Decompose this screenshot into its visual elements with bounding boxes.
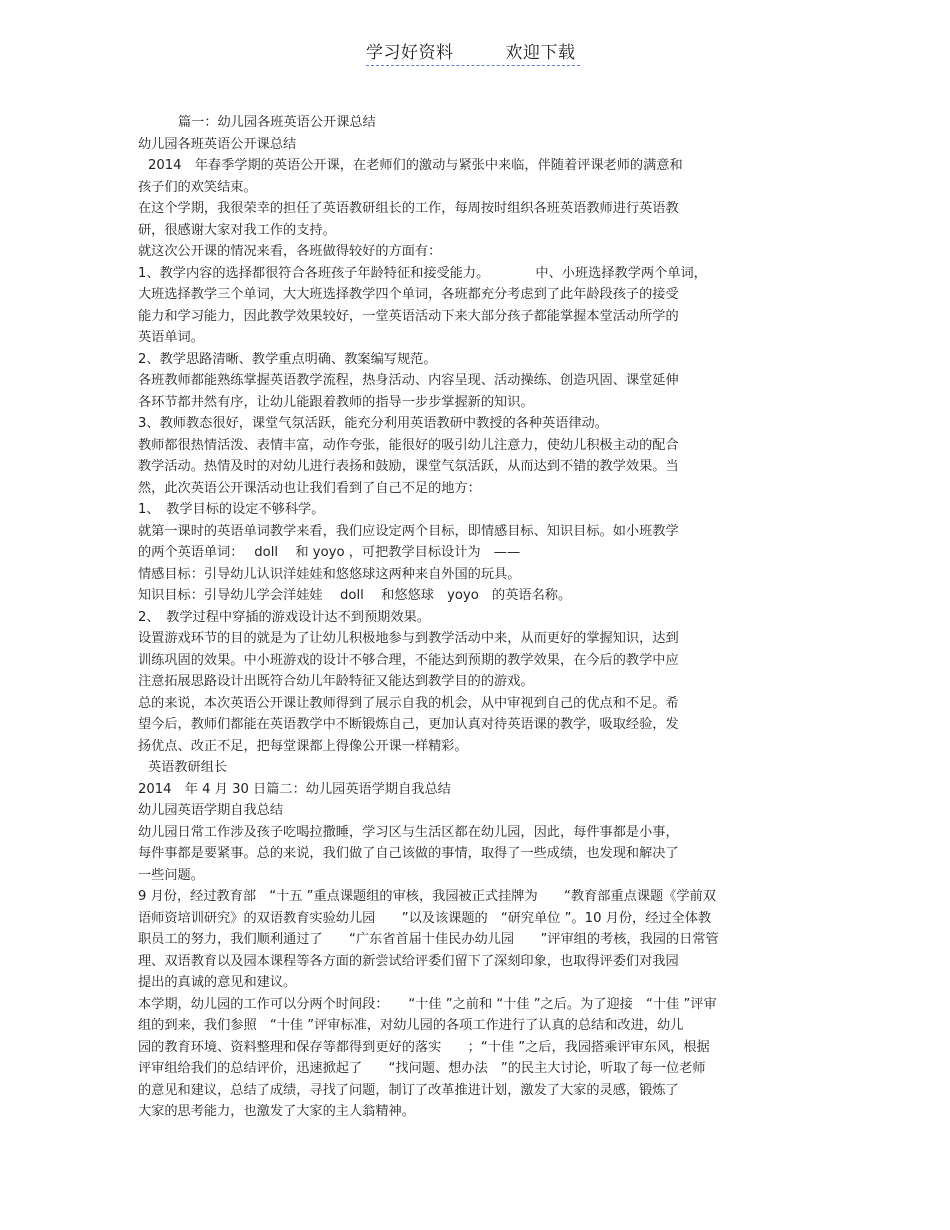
header-right: 欢迎下载: [505, 43, 576, 63]
text-line: 评审组给我们的总结评价，迅速掀起了 “找问题、想办法 ”的民主大讨论，听取了每一位老师: [138, 1061, 706, 1076]
text-line: 本学期，幼儿园的工作可以分两个时间段： “十佳 ”之前和 “十佳 ”之后。为了迎接 “十佳 ”评审: [138, 996, 717, 1012]
text-line: 大家的思考能力，也激发了大家的主人翁精神。: [138, 1104, 415, 1119]
text-line: 提出的真诚的意见和建议。: [138, 975, 297, 990]
text-line: 1、教学内容的选择都很符合各班孩子年龄特征和接受能力。 中、小班选择教学两个单词，: [138, 265, 707, 281]
signature-line: 英语教研组长: [148, 760, 228, 775]
text-line: 9 月份，经过教育部 “十五 ”重点课题组的审核，我园被正式挂牌为 “教育部重点课题《学前双: [138, 889, 716, 904]
text-line: 理、双语教育以及园本课程等各方面的新尝试给评委们留下了深刻印象，也取得评委们对我园: [138, 953, 679, 969]
text-line: 注意拓展思路设计出既符合幼儿年龄特征又能达到教学目的的游戏。: [138, 674, 534, 689]
text-line: 各班教师都能熟练掌握英语教学流程，热身活动、内容呈现、活动操练、创造巩固、课堂延伸: [138, 373, 679, 388]
text-line: 组的到来，我们参照 “十佳 ”评审标准，对幼儿园的各项工作进行了认真的总结和改进，幼儿: [138, 1018, 684, 1033]
header-dashed-rule: [366, 65, 580, 66]
article-title: 幼儿园各班英语公开课总结: [138, 136, 297, 152]
text-line: 就第一课时的英语单词教学来看，我们应设定两个目标，即情感目标、知识目标。如小班教学: [138, 523, 679, 539]
text-line: 总的来说，本次英语公开课让教师得到了展示自我的机会，从中审视到自己的优点和不足。希: [138, 695, 679, 711]
page-header: [0, 38, 950, 68]
article-heading: 篇一：幼儿园各班英语公开课总结: [178, 115, 376, 130]
text-line: 望今后，教师们都能在英语教学中不断锻炼自己，更加认真对待英语课的教学，吸取经验，发: [138, 717, 679, 732]
text-line: 设置游戏环节的目的就是为了让幼儿积极地参与到教学活动中来，从而更好的掌握知识，达到: [138, 631, 679, 646]
text-line: 教学活动。热情及时的对幼儿进行表扬和鼓励，课堂气氛活跃，从而达到不错的教学效果。当: [138, 459, 679, 474]
text-line: 孩子们的欢笑结束。: [138, 179, 257, 195]
text-line: 2、教学思路清晰、教学重点明确、教案编写规范。: [138, 351, 437, 367]
header-left: 学习好资料: [366, 43, 454, 63]
text-line: 各环节都井然有序，让幼儿能跟着教师的指导一步步掌握新的知识。: [138, 394, 534, 410]
text-line: 教师都很热情活泼、表情丰富，动作夸张，能很好的吸引幼儿注意力，使幼儿积极主动的配合: [138, 437, 679, 453]
text-line: 在这个学期，我很荣幸的担任了英语教研组长的工作，每周按时组织各班英语教师进行英语教: [138, 201, 679, 216]
text-line: 英语单词。: [138, 330, 204, 345]
date-line: 2014 年 4 月 30 日篇二：幼儿园英语学期自我总结: [138, 781, 451, 797]
text-line: 一些问题。: [138, 867, 204, 883]
text-line: 语师资培训研究》的双语教育实验幼儿园 ”以及该课题的 “研究单位 ”。10 月份，经过全体教: [138, 910, 712, 926]
text-line: 情感目标：引导幼儿认识洋娃娃和悠悠球这两种来自外国的玩具。: [138, 566, 521, 582]
text-line: 2、 教学过程中穿插的游戏设计达不到预期效果。: [138, 609, 430, 625]
text-line: 就这次公开课的情况来看，各班做得较好的方面有：: [138, 244, 442, 259]
text-line: 幼儿园日常工作涉及孩子吃喝拉撒睡，学习区与生活区都在幼儿园，因此，每件事都是小事，: [138, 824, 679, 840]
text-line: 训练巩固的效果。中小班游戏的设计不够合理，不能达到预期的教学效果，在今后的教学中应: [138, 652, 679, 668]
text-line: 的两个英语单词： doll 和 yoyo ，可把教学目标设计为 ——: [138, 545, 521, 560]
text-line: 能力和学习能力，因此教学效果较好，一堂英语活动下来大部分孩子都能掌握本堂活动所学的: [138, 308, 679, 324]
text-line: 3、教师教态很好，课堂气氛活跃，能充分利用英语教研中教授的各种英语律动。: [138, 416, 608, 431]
text-line: 知识目标：引导幼儿学会洋娃娃 doll 和悠悠球 yoyo 的英语名称。: [138, 588, 572, 603]
header-text: [366, 38, 576, 63]
text-line: 2014 年春季学期的英语公开课，在老师们的激动与紧张中来临，伴随着评课老师的满意和: [148, 158, 683, 173]
text-line: 然，此次英语公开课活动也让我们看到了自己不足的地方：: [138, 480, 481, 496]
article-title: 幼儿园英语学期自我总结: [138, 803, 284, 818]
text-line: 扬优点、改正不足，把每堂课都上得像公开课一样精彩。: [138, 738, 468, 754]
text-line: 大班选择教学三个单词，大大班选择教学四个单词，各班都充分考虑到了此年龄段孩子的接受: [138, 287, 679, 302]
text-line: 1、 教学目标的设定不够科学。: [138, 502, 325, 517]
text-line: 的意见和建议，总结了成绩，寻找了问题，制订了改革推进计划，激发了大家的灵感，锻炼了: [138, 1082, 679, 1098]
text-line: 研，很感谢大家对我工作的支持。: [138, 222, 336, 238]
text-line: 每件事都是要紧事。总的来说，我们做了自己该做的事情，取得了一些成绩，也发现和解决了: [138, 846, 679, 861]
text-line: 职员工的努力，我们顺利通过了 “广东省首届十佳民办幼儿园 ”评审组的考核，我园的日常管: [138, 932, 719, 947]
document-body: [138, 112, 818, 1123]
text-line: 园的教育环境、资料整理和保存等都得到更好的落实 ；“十佳 ”之后，我园搭乘评审东风，根据: [138, 1039, 710, 1055]
